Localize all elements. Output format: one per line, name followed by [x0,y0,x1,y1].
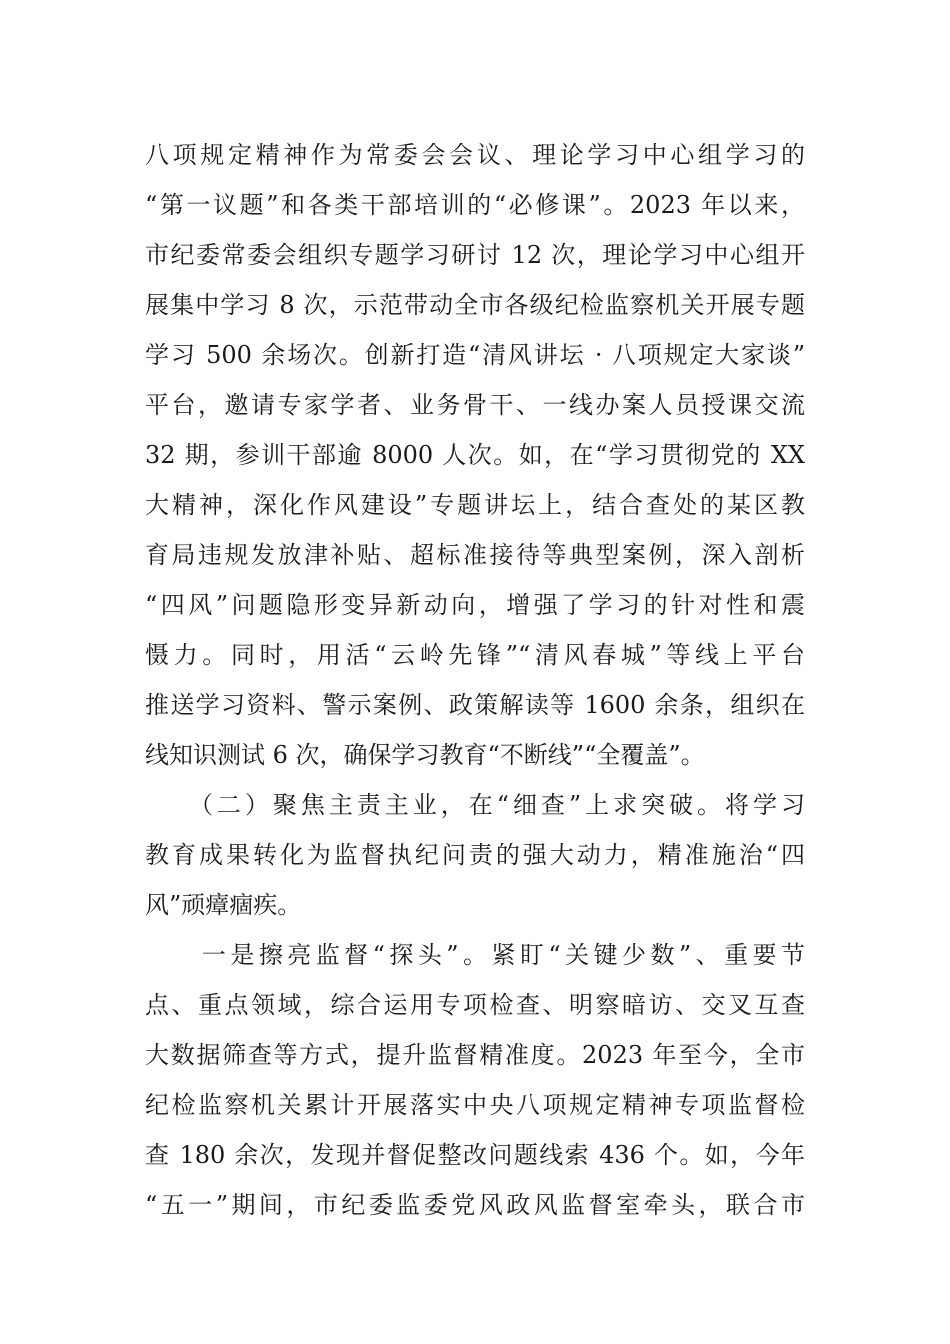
text-line: 八项规定精神作为常委会会议、理论学习中心组学习的 [145,141,805,169]
text-line: 教育成果转化为监督执纪问责的强大动力，精准施治“四 [145,841,805,869]
text-line: 风”顽瘴痼疾。 [145,891,302,919]
text-line: 学习 500 余场次。创新打造“清风讲坛 · 八项规定大家谈” [145,341,805,369]
text-line: 查 180 余次，发现并督促整改问题线索 436 个。如，今年 [145,1141,805,1169]
subsection-heading-line: 一是擦亮监督“探头”。紧盯“关键少数”、重要节 [145,941,805,969]
text-line: “五一”期间，市纪委监委党风政风监督室牵头，联合市 [145,1191,805,1219]
text-line: 平台，邀请专家学者、业务骨干、一线办案人员授课交流 [145,391,805,419]
text-line: 市纪委常委会组织专题学习研讨 12 次，理论学习中心组开 [145,241,805,269]
text-line: 32 期，参训干部逾 8000 人次。如，在“学习贯彻党的 XX [145,441,805,469]
text-line: 育局违规发放津补贴、超标准接待等典型案例，深入剖析 [145,541,805,569]
text-line: 线知识测试 6 次，确保学习教育“不断线”“全覆盖”。 [145,741,705,769]
body-text [145,130,805,1230]
text-line: 慑力。同时，用活“云岭先锋”“清风春城”等线上平台 [145,641,805,669]
text-line: “第一议题”和各类干部培训的“必修课”。2023 年以来， [145,191,805,219]
text-line: “四风”问题隐形变异新动向，增强了学习的针对性和震 [145,591,805,619]
section-heading-line: （二）聚焦主责主业，在“细查”上求突破。将学习 [145,791,805,819]
text-line: 展集中学习 8 次，示范带动全市各级纪检监察机关开展专题 [145,291,805,319]
text-line: 推送学习资料、警示案例、政策解读等 1600 余条，组织在 [145,691,805,719]
text-line: 大数据筛查等方式，提升监督精准度。2023 年至今，全市 [145,1041,805,1069]
text-line: 点、重点领域，综合运用专项检查、明察暗访、交叉互查 [145,991,805,1019]
text-line: 大精神，深化作风建设”专题讲坛上，结合查处的某区教 [145,491,805,519]
text-line: 纪检监察机关累计开展落实中央八项规定精神专项监督检 [145,1091,805,1119]
